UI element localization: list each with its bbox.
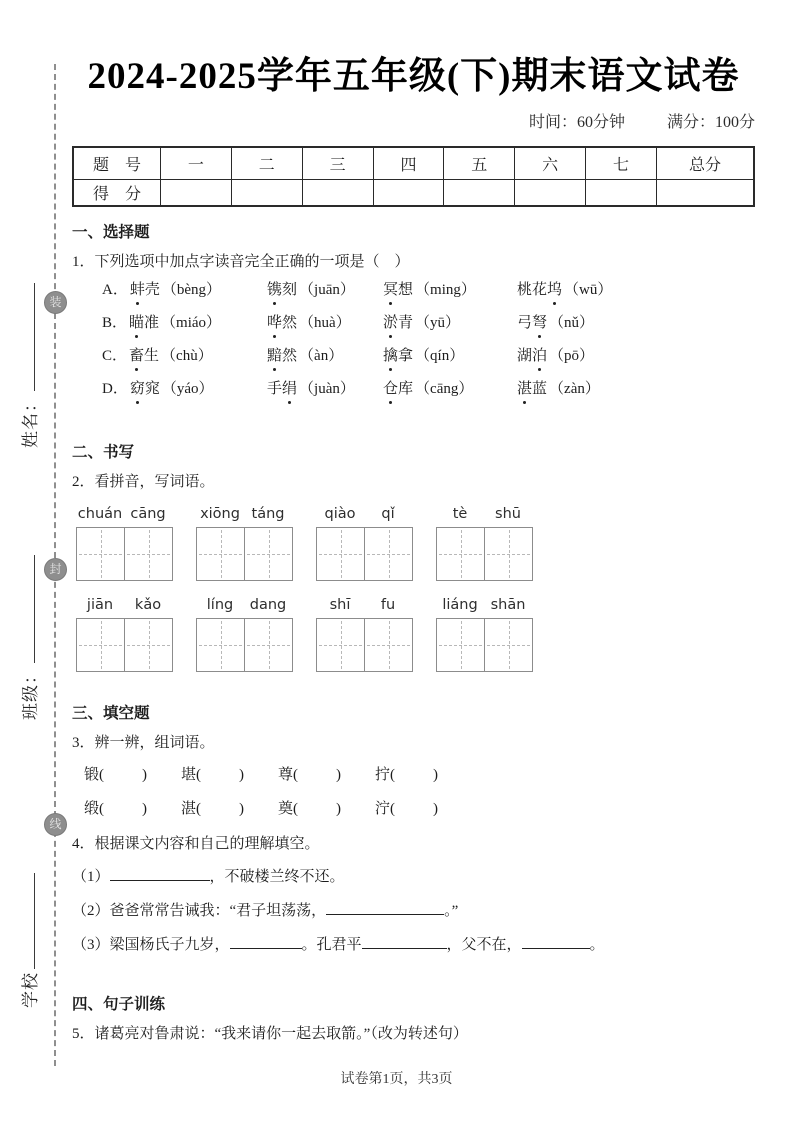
writing-cell xyxy=(244,619,292,671)
dotted-word xyxy=(129,315,159,331)
pinyin-reading: （ming） xyxy=(415,281,476,298)
word-char: 手 xyxy=(267,380,283,397)
writing-cell xyxy=(484,528,532,580)
q3-word-item xyxy=(84,799,181,819)
writing-cell xyxy=(77,619,124,671)
pinyin-label: liáng xyxy=(442,596,478,613)
q1-option-row xyxy=(102,379,755,399)
pinyin-label: shī xyxy=(329,596,351,613)
q1-word-item xyxy=(517,280,755,300)
q1-option-label: C． xyxy=(102,347,128,364)
word-char: 镌 xyxy=(267,281,283,298)
q1-word-item xyxy=(102,280,267,300)
pinyin-box-group xyxy=(316,595,413,672)
q3-char: 堪 xyxy=(181,766,197,783)
section3-title: 三、填空题 xyxy=(72,704,150,722)
q4-line xyxy=(72,866,755,887)
word-char: 畜 xyxy=(129,347,145,364)
q4-line xyxy=(72,934,755,955)
word-char: 淤 xyxy=(383,314,399,331)
section2-title: 二、书写 xyxy=(72,443,135,461)
q1-option-row xyxy=(102,313,755,333)
word-char: 湖 xyxy=(517,347,533,364)
q1-word-item xyxy=(383,313,517,333)
q1-word-item xyxy=(383,379,517,399)
q1-word-item xyxy=(517,313,755,333)
student-name-blank xyxy=(21,283,35,391)
score-table-col-header: 总分 xyxy=(657,147,755,180)
seal-char: 装 xyxy=(49,295,62,309)
q2-row xyxy=(76,595,755,672)
word-char: 准 xyxy=(144,314,160,331)
score-table-col-header: 七 xyxy=(586,147,657,180)
q3-answer-blank xyxy=(104,801,142,813)
section1-title: 一、选择题 xyxy=(72,223,150,241)
word-char: 窕 xyxy=(144,380,160,397)
score-table-score-cell xyxy=(161,179,232,206)
seal-char: 封 xyxy=(49,562,62,576)
word-char: 然 xyxy=(282,347,298,364)
dotted-word xyxy=(267,381,297,397)
score-table-row-labels xyxy=(73,147,754,180)
q3-char: 缎 xyxy=(84,800,100,817)
student-school-blank xyxy=(21,873,35,969)
student-class-label: 班级： xyxy=(20,666,40,720)
q3-answer-blank xyxy=(395,801,433,813)
paren-close: ) xyxy=(142,766,148,783)
q3-word-item xyxy=(278,765,375,785)
pinyin-reading: （juàn） xyxy=(299,380,355,397)
paren-open: ( xyxy=(196,766,202,783)
dotted-word xyxy=(517,348,547,364)
word-char: 湛 xyxy=(517,380,533,397)
writing-cell xyxy=(124,619,172,671)
full-score-label: 满分：100分 xyxy=(666,113,755,131)
score-table-col-header: 五 xyxy=(444,147,515,180)
q1-options xyxy=(72,280,755,399)
question5-stem: 5．诸葛亮对鲁肃说：“我来请你一起去取箭。”（改为转述句） xyxy=(72,1025,468,1042)
dotted-word xyxy=(383,348,413,364)
score-table-header-label: 题 号 xyxy=(73,147,161,180)
word-char: 窈 xyxy=(129,380,145,397)
pinyin-box-group xyxy=(196,504,293,581)
score-table-row-scores xyxy=(73,179,754,206)
student-class-blank xyxy=(21,555,35,663)
text-segment: （1） xyxy=(72,868,110,885)
pinyin-reading: （huà） xyxy=(299,314,351,331)
q1-word-item xyxy=(267,313,383,333)
word-char: 弓 xyxy=(517,314,533,331)
word-char: 冥 xyxy=(383,281,399,298)
q1-word-item xyxy=(517,346,755,366)
score-table-score-label: 得 分 xyxy=(73,179,161,206)
pinyin-reading: （juān） xyxy=(299,281,355,298)
word-char: 泊 xyxy=(532,347,548,364)
pinyin-label: fu xyxy=(380,596,396,613)
paren-open: ( xyxy=(196,800,202,817)
pinyin-box-group xyxy=(196,595,293,672)
paren-close: ) xyxy=(142,800,148,817)
writing-boxes xyxy=(196,527,293,581)
text-segment: （2）爸爸常常告诫我：“君子坦荡荡， xyxy=(72,902,327,919)
word-char: 弩 xyxy=(532,314,548,331)
dotted-word xyxy=(267,348,297,364)
word-char: 黯 xyxy=(267,347,283,364)
pinyin-reading: （chù） xyxy=(161,347,213,364)
student-name-field xyxy=(16,266,40,448)
pinyin-label: kǎo xyxy=(134,596,162,613)
pinyin-box-group xyxy=(76,504,173,581)
q3-char: 拧 xyxy=(375,766,391,783)
score-table-score-cell xyxy=(515,179,586,206)
dotted-word xyxy=(267,315,297,331)
section4-title: 四、句子训练 xyxy=(72,995,166,1013)
word-char: 桃 xyxy=(517,281,533,298)
student-school-label: 学校 xyxy=(20,972,40,1008)
main-column xyxy=(72,0,755,1044)
answer-blank xyxy=(362,934,447,949)
writing-boxes xyxy=(436,618,533,672)
dotted-word xyxy=(130,381,160,397)
text-segment: 。” xyxy=(444,902,459,919)
q3-rows xyxy=(72,765,755,819)
q3-answer-blank xyxy=(298,767,336,779)
answer-blank xyxy=(230,934,302,949)
score-table-col-header: 四 xyxy=(373,147,444,180)
dotted-word xyxy=(267,282,297,298)
pinyin-labels xyxy=(196,504,293,524)
pinyin-label: chuán xyxy=(77,505,123,522)
q1-option-row xyxy=(102,346,755,366)
q3-word-item xyxy=(181,799,278,819)
q3-char: 奠 xyxy=(278,800,294,817)
writing-boxes xyxy=(316,618,413,672)
q2-row xyxy=(76,504,755,581)
seal-badge-xian xyxy=(44,813,67,836)
pinyin-label: cāng xyxy=(130,505,166,522)
q3-char: 尊 xyxy=(278,766,294,783)
pinyin-reading: （bèng） xyxy=(161,281,222,298)
q3-row xyxy=(84,799,755,819)
writing-cell xyxy=(484,619,532,671)
pinyin-label: qǐ xyxy=(381,505,395,522)
q1-word-item xyxy=(102,379,267,399)
word-char: 然 xyxy=(282,314,298,331)
word-char: 仓 xyxy=(383,380,399,397)
word-char: 蓝 xyxy=(532,380,548,397)
q1-word-item xyxy=(102,346,267,366)
word-char: 刻 xyxy=(282,281,298,298)
pinyin-label: táng xyxy=(251,505,285,522)
exam-meta xyxy=(72,109,755,132)
time-limit-label: 时间：60分钟 xyxy=(528,113,625,131)
answer-blank xyxy=(326,900,444,915)
pinyin-reading: （yáo） xyxy=(161,380,214,397)
q1-word-item xyxy=(267,346,383,366)
q1-option-label: B． xyxy=(102,314,128,331)
pinyin-labels xyxy=(316,595,413,615)
pinyin-label: líng xyxy=(206,596,234,613)
page-title: 2024-2025学年五年级(下)期末语文试卷 xyxy=(87,56,740,97)
pinyin-box-group xyxy=(76,595,173,672)
writing-boxes xyxy=(196,618,293,672)
q1-option-label: A． xyxy=(102,281,128,298)
pinyin-reading: （àn） xyxy=(299,347,344,364)
word-char: 青 xyxy=(398,314,414,331)
pinyin-reading: （yū） xyxy=(415,314,461,331)
pinyin-labels xyxy=(196,595,293,615)
q3-char: 湛 xyxy=(181,800,197,817)
pinyin-reading: （qín） xyxy=(415,347,465,364)
text-segment: ，不破楼兰终不还。 xyxy=(209,868,345,885)
writing-cell xyxy=(437,528,484,580)
word-char: 生 xyxy=(144,347,160,364)
writing-cell xyxy=(317,619,364,671)
pinyin-reading: （pō） xyxy=(549,347,595,364)
pinyin-label: shū xyxy=(495,505,521,522)
q4-line xyxy=(72,900,755,921)
pinyin-label: jiān xyxy=(86,596,114,613)
paren-close: ) xyxy=(239,766,245,783)
q1-option-label: D． xyxy=(102,380,128,397)
word-char: 坞 xyxy=(547,281,563,298)
score-table-score-cell xyxy=(373,179,444,206)
word-char: 库 xyxy=(398,380,414,397)
score-table-score-cell xyxy=(302,179,373,206)
q3-word-item xyxy=(375,799,472,819)
q3-word-item xyxy=(375,765,472,785)
word-char: 擒 xyxy=(383,347,399,364)
page-footer: 试卷第1页，共3页 xyxy=(340,1072,453,1087)
q4-lines xyxy=(72,866,755,955)
question3-stem: 3．辨一辨，组词语。 xyxy=(72,734,215,751)
dotted-word xyxy=(129,348,159,364)
word-char: 绢 xyxy=(282,380,298,397)
q1-word-item xyxy=(383,346,517,366)
pinyin-box-group xyxy=(436,504,533,581)
word-char: 想 xyxy=(398,281,414,298)
dotted-word xyxy=(383,381,413,397)
score-table-col-header: 二 xyxy=(231,147,302,180)
seal-char: 线 xyxy=(49,817,62,831)
exam-body xyxy=(72,223,755,1044)
q3-word-item xyxy=(84,765,181,785)
score-table-score-cell xyxy=(586,179,657,206)
q2-grid xyxy=(72,504,755,672)
word-char: 蚌 xyxy=(129,281,145,298)
pinyin-labels xyxy=(316,504,413,524)
paren-open: ( xyxy=(390,800,396,817)
student-class-field xyxy=(16,538,40,720)
paren-close: ) xyxy=(433,766,439,783)
pinyin-reading: （nǔ） xyxy=(549,314,595,331)
dotted-word xyxy=(517,315,547,331)
writing-cell xyxy=(197,619,244,671)
pinyin-box-group xyxy=(316,504,413,581)
writing-cell xyxy=(364,528,412,580)
writing-cell xyxy=(124,528,172,580)
text-segment: （3）梁国杨氏子九岁， xyxy=(72,936,230,953)
q3-answer-blank xyxy=(104,767,142,779)
seal-badge-zhuang xyxy=(44,291,67,314)
paren-open: ( xyxy=(390,766,396,783)
q1-word-item xyxy=(383,280,517,300)
seal-badge-feng xyxy=(44,558,67,581)
student-school-field xyxy=(16,846,40,1008)
pinyin-label: tè xyxy=(452,505,468,522)
word-char: 花 xyxy=(532,281,548,298)
writing-cell xyxy=(244,528,292,580)
q3-row xyxy=(84,765,755,785)
dotted-word xyxy=(383,282,413,298)
q1-word-item xyxy=(517,379,755,399)
writing-boxes xyxy=(76,618,173,672)
pinyin-reading: （zàn） xyxy=(549,380,600,397)
paren-open: ( xyxy=(293,766,299,783)
writing-boxes xyxy=(436,527,533,581)
q3-answer-blank xyxy=(395,767,433,779)
pinyin-box-group xyxy=(436,595,533,672)
question1-stem: 1．下列选项中加点字读音完全正确的一项是（ ） xyxy=(72,253,410,270)
score-table-score-cell xyxy=(444,179,515,206)
dotted-word xyxy=(383,315,413,331)
text-segment: ，父不在， xyxy=(446,936,522,953)
answer-blank xyxy=(110,866,210,881)
word-char: 拿 xyxy=(398,347,414,364)
paren-open: ( xyxy=(293,800,299,817)
pinyin-labels xyxy=(436,504,533,524)
paren-open: ( xyxy=(99,800,105,817)
pinyin-labels xyxy=(76,595,173,615)
q1-word-item xyxy=(102,313,267,333)
q3-answer-blank xyxy=(298,801,336,813)
pinyin-reading: （miáo） xyxy=(161,314,222,331)
writing-cell xyxy=(77,528,124,580)
pinyin-reading: （cāng） xyxy=(415,380,474,397)
dotted-word xyxy=(517,282,562,298)
writing-cell xyxy=(437,619,484,671)
question4-stem: 4．根据课文内容和自己的理解填空。 xyxy=(72,835,320,852)
writing-cell xyxy=(197,528,244,580)
paren-close: ) xyxy=(239,800,245,817)
text-segment: 。孔君平 xyxy=(301,936,362,953)
pinyin-label: qiào xyxy=(324,505,356,522)
word-char: 壳 xyxy=(144,281,160,298)
pinyin-label: xiōng xyxy=(200,505,240,522)
paren-close: ) xyxy=(336,800,342,817)
writing-boxes xyxy=(76,527,173,581)
q3-char: 泞 xyxy=(375,800,391,817)
q1-option-row xyxy=(102,280,755,300)
score-table-score-cell xyxy=(657,179,755,206)
student-name-label: 姓名： xyxy=(20,394,40,448)
q3-answer-blank xyxy=(201,767,239,779)
word-char: 哗 xyxy=(267,314,283,331)
score-table-col-header: 三 xyxy=(302,147,373,180)
pinyin-reading: （wū） xyxy=(564,281,613,298)
word-char: 瞄 xyxy=(129,314,145,331)
dotted-word xyxy=(517,381,547,397)
pinyin-label: shān xyxy=(490,596,526,613)
pinyin-labels xyxy=(436,595,533,615)
q3-char: 锻 xyxy=(84,766,100,783)
writing-boxes xyxy=(316,527,413,581)
dotted-word xyxy=(130,282,160,298)
q1-word-item xyxy=(267,379,383,399)
score-table-col-header: 六 xyxy=(515,147,586,180)
answer-blank xyxy=(522,934,590,949)
pinyin-labels xyxy=(76,504,173,524)
question2-stem: 2．看拼音，写词语。 xyxy=(72,473,215,490)
q1-word-item xyxy=(267,280,383,300)
writing-cell xyxy=(317,528,364,580)
paren-close: ) xyxy=(433,800,439,817)
q3-word-item xyxy=(181,765,278,785)
paren-open: ( xyxy=(99,766,105,783)
score-table-col-header: 一 xyxy=(161,147,232,180)
paren-close: ) xyxy=(336,766,342,783)
q3-answer-blank xyxy=(201,801,239,813)
score-table-score-cell xyxy=(231,179,302,206)
score-table xyxy=(72,146,755,207)
pinyin-label: dang xyxy=(249,596,287,613)
q3-word-item xyxy=(278,799,375,819)
writing-cell xyxy=(364,619,412,671)
text-segment: 。 xyxy=(589,936,605,953)
